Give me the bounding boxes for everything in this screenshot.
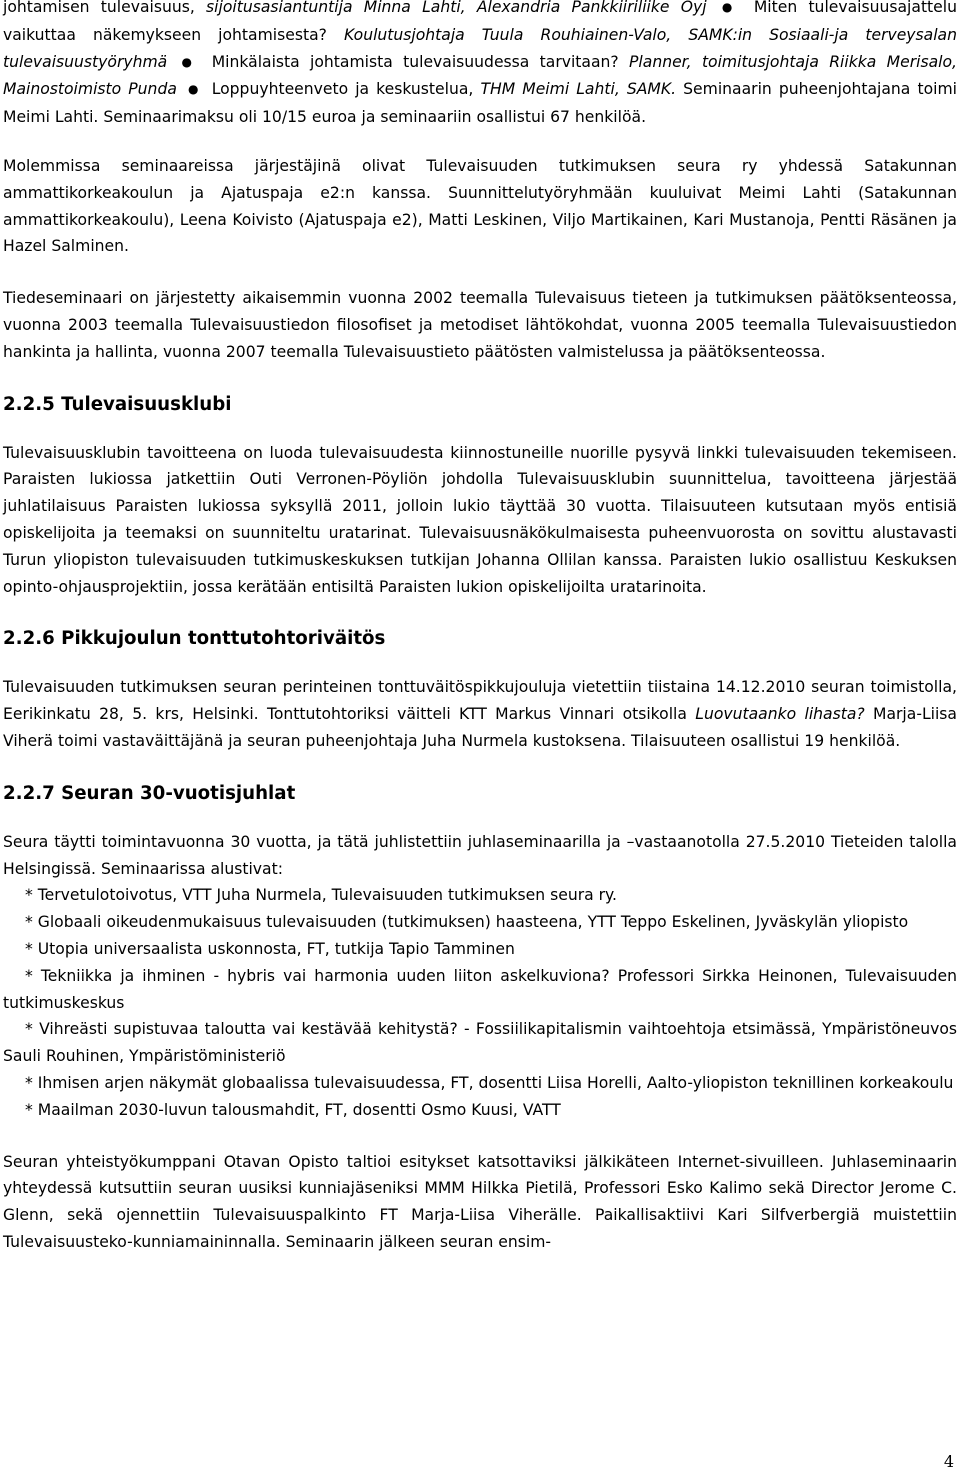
tulevaisuusklubi-paragraph: Tulevaisuusklubin tavoitteena on luoda tulevaisuudesta kiinnostuneille nuorille pysyvä linkki tulevaisuuden tekemiseen. Paraisten lukiossa jatkettiin Outi Verronen-Pöyliön johdolla Tulevaisuusklubin suunnittelua, tavoitteena järjestää juhlatilaisuus Paraisten lukiossa syksyllä 2011, jolloin lukio täyttää 30 vuotta. Tilaisuuteen kutsutaan myös entisiä opiskelijoita ja teemaksi on suunniteltu uratarinat. Tulevaisuusnäkökulmaisesta puheenvuorosta on sovittu alustavasti Turun yliopiston tulevaisuuden tutkimuskeskuksen tutkijan Johanna Ollilan kanssa. Paraisten lukio osallistuu Keskuksen opinto-ohjausprojektiin, jossa kerätään entisiltä Paraisten lukion opiskelijoilta uratarinoita. — [3, 443, 957, 596]
list-item: * Ihmisen arjen näkymät globaalissa tulevaisuudessa, FT, dosentti Liisa Horelli, Aalto-yliopiston teknillinen korkeakoulu — [25, 1073, 954, 1092]
bullet-icon: ● — [721, 0, 739, 14]
bullet-icon: ● — [188, 82, 201, 97]
program-text: Seminaarin puheenjohtajana toimi Meimi Lahti. Seminaarimaksu oli 10/15 euroa ja seminaariin osallistui 67 henkilöä. — [3, 80, 957, 127]
list-item: * Vihreästi supistuvaa taloutta vai kestävää kehitystä? - Fossiilikapitalismin vaihtoehtoja etsimässä, Ympäristöneuvos Sauli Rouhinen, Ympäristöministeriö — [3, 1020, 957, 1066]
list-item: * Tekniikka ja ihminen - hybris vai harmonia uuden liiton askelkuviona? Professori Sirkka Heinonen, Tulevaisuuden tutkimuskeskus — [3, 966, 957, 1012]
list-item: * Maailman 2030-luvun talousmahdit, FT, dosentti Osmo Kuusi, VATT — [25, 1100, 561, 1119]
section-heading-30-vuotisjuhlat: 2.2.7 Seuran 30-vuotisjuhlat — [3, 782, 296, 804]
organizers-paragraph: Molemmissa seminaareissa järjestäjinä olivat Tulevaisuuden tutkimuksen seura ry yhdessä Satakunnan ammattikorkeakoulun ja Ajatuspaja e2:n kanssa. Suunnittelutyöryhmään kuuluivat Meimi Lahti (Satakunnan ammattikorkeakoulu), Leena Koivisto (Ajatuspaja e2), Matti Leskinen, Viljo Martikainen, Kari Mustanoja, Pentti Räsänen ja Hazel Salminen. — [3, 156, 957, 256]
history-paragraph: Tiedeseminaari on järjestetty aikaisemmin vuonna 2002 teemalla Tulevaisuus tieteen ja tutkimuksen päätöksenteossa, vuonna 2003 teemalla Tulevaisuustiedon filosofiset ja metodiset lähtökohdat, vuonna 2005 teemalla Tulevaisuustiedon hankinta ja hallinta, vuonna 2007 teemalla Tulevaisuustieto päätösten valmistelussa ja päätöksenteossa. — [3, 289, 957, 361]
list-item: * Utopia universaalista uskonnosta, FT, tutkija Tapio Tamminen — [25, 939, 515, 958]
anniversary-intro: Seura täytti toimintavuonna 30 vuotta, ja tätä juhlistettiin juhlaseminaarilla ja –vastaanotolla 27.5.2010 Tieteiden talolla Helsingissä. Seminaarissa alustivat: — [3, 832, 957, 878]
program-text: Loppuyhteenveto ja keskustelua, — [211, 80, 481, 99]
list-item: * Tervetulotoivotus, VTT Juha Nurmela, Tulevaisuuden tutkimuksen seura ry. — [25, 886, 618, 905]
pikkujoulu-paragraph — [3, 674, 957, 754]
pikkujoulu-text: Marja-Liisa Viherä toimi vastaväittäjänä ja seuran puheenjohtaja Juha Nurmela kustoksena. Tilaisuuteen osallistui 19 henkilöä. — [3, 705, 957, 750]
program-speaker: Planner, toimitusjohtaja Riikka Merisalo, Mainostoimisto Punda — [3, 52, 957, 99]
program-speaker: Koulutusjohtaja Tuula Rouhiainen-Valo, SAMK:in Sosiaali-ja terveysalan tulevaisuustyöryhmä — [3, 25, 957, 71]
page-number: 4 — [943, 1452, 954, 1471]
program-text: johtamisen tulevaisuus, — [3, 0, 207, 16]
anniversary-program — [3, 829, 957, 1124]
bullet-icon: ● — [181, 54, 198, 69]
program-speaker: sijoitusasiantuntija Minna Lahti, Alexandria Pankkiiriliike Oyj — [206, 0, 707, 16]
pikkujoulu-text: Tulevaisuuden tutkimuksen seuran perinteinen tonttuväitöspikkujouluja vietettiin tiistaina 14.12.2010 seuran toimistolla, Eerikinkatu 28, 5. krs, Helsinki. Tonttutohtoriksi väitteli KTT Markus Vinnari otsikolla — [3, 678, 957, 724]
seminar-program-paragraph — [3, 0, 957, 131]
section-heading-pikkujoulu: 2.2.6 Pikkujoulun tonttutohtoriväitös — [3, 628, 386, 650]
program-text: Miten tulevaisuusajattelu vaikuttaa näkemykseen johtamisesta? — [3, 0, 957, 44]
document-page — [3, 0, 957, 1281]
anniversary-closing-paragraph: Seuran yhteistyökumppani Otavan Opisto taltioi esitykset katsottaviksi jälkikäteen Internet-sivuilleen. Juhlaseminaarin yhteydessä kutsuttiin seuran uusiksi kunniajäseniksi MMM Hilkka Pietilä, Professori Esko Kalimo sekä Director Jerome C. Glenn, sekä ojennettiin Tulevaisuuspalkinto FT Marja-Liisa Viherälle. Paikallisaktiivi Kari Silfverbergiä muistettiin Tulevaisuusteko-kunniamaininnalla. Seminaarin jälkeen seuran ensim- — [3, 1152, 957, 1251]
program-text: Minkälaista johtamista tulevaisuudessa tarvitaan? — [211, 52, 619, 71]
dissertation-title: Luovutaanko lihasta? — [695, 705, 865, 724]
list-item: * Globaali oikeudenmukaisuus tulevaisuuden (tutkimuksen) haasteena, YTT Teppo Eskelinen, Jyväskylän yliopisto — [25, 913, 909, 932]
program-speaker: THM Meimi Lahti, SAMK. — [480, 80, 677, 99]
section-heading-tulevaisuusklubi: 2.2.5 Tulevaisuusklubi — [3, 393, 232, 415]
